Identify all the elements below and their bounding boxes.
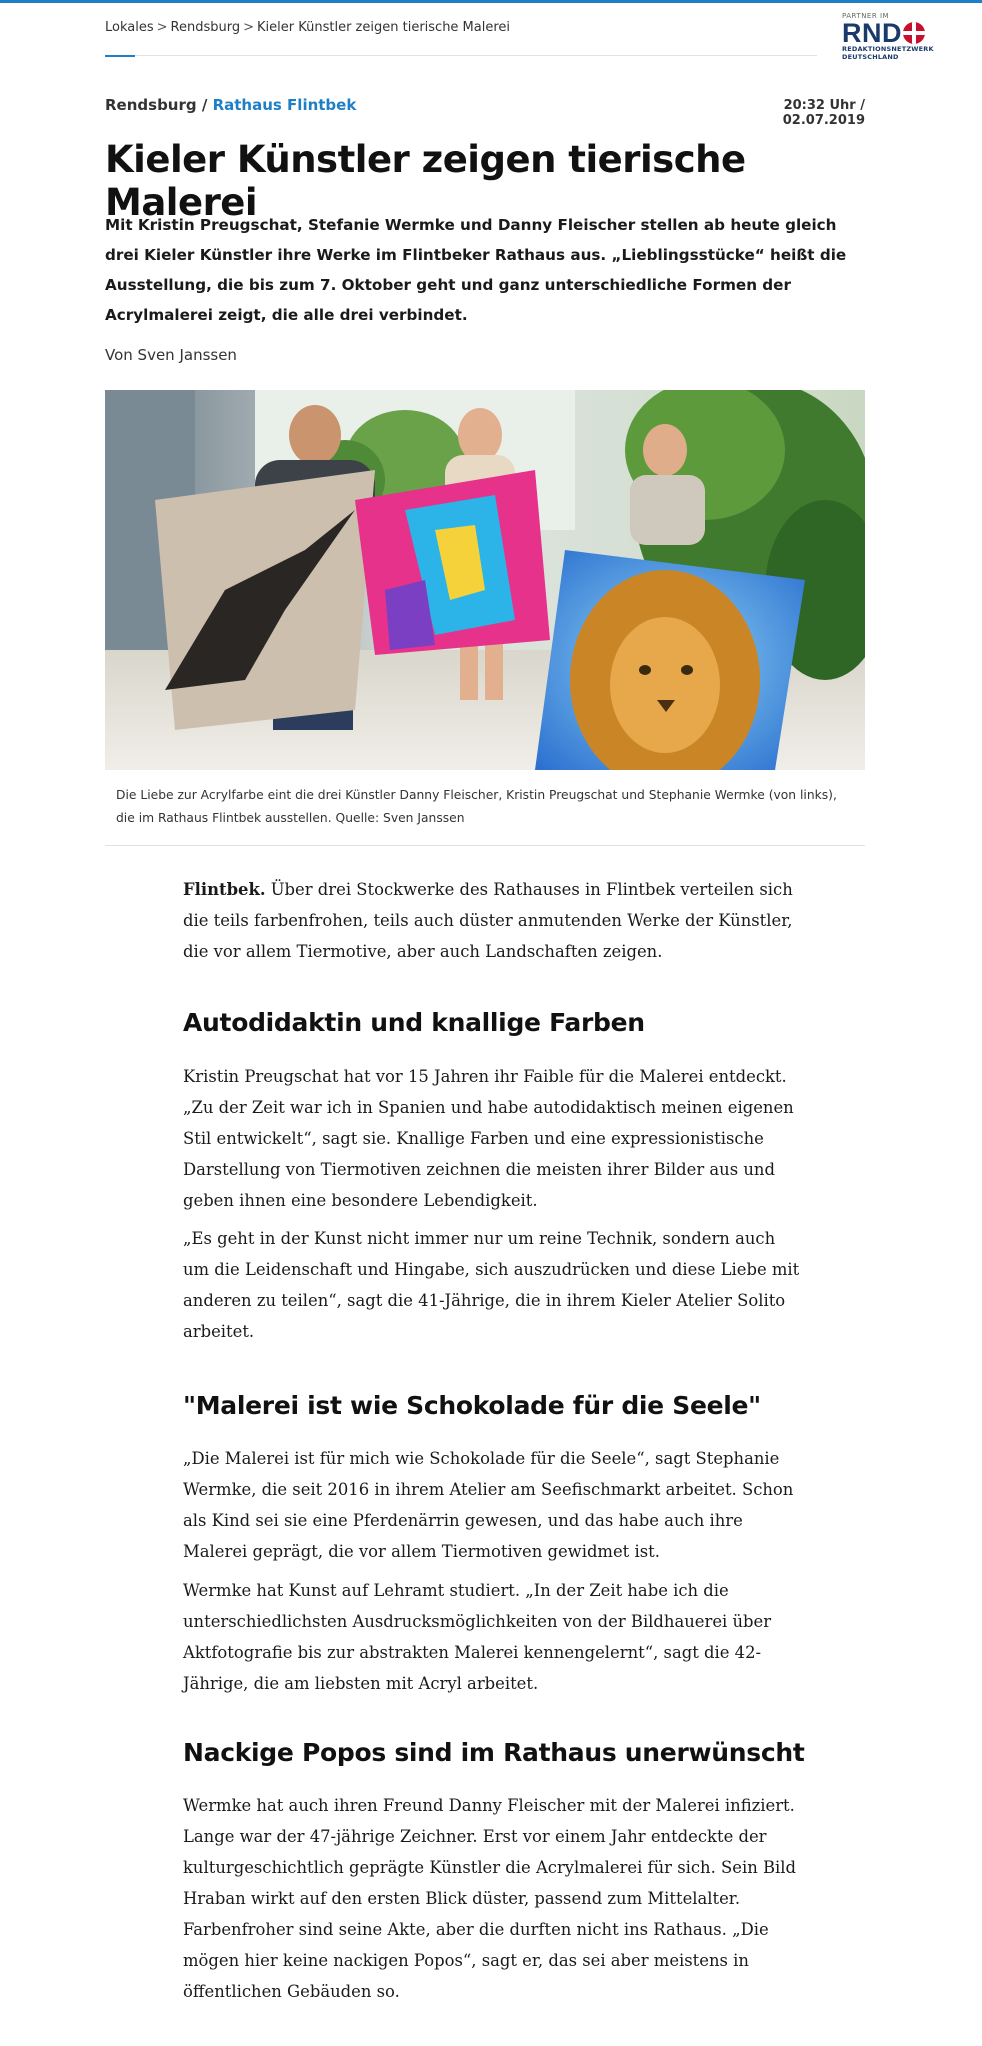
section1-paragraph-2: „Es geht in der Kunst nicht immer nur um reine Technik, sondern auch um die Leidenschaft und Hingabe, sich auszudrücken und diese Liebe mit anderen zu teilen“, sagt die 41-Jährige, die in ihrem Kieler Atelier Solito arbeitet. [183,1229,800,1341]
section-heading-3: Nackige Popos sind im Rathaus unerwünscht [183,1738,805,1767]
breadcrumb-divider [105,55,817,56]
region-link[interactable]: Rendsburg [105,96,197,114]
top-accent-line [0,0,982,3]
breadcrumb-accent [105,55,135,57]
breadcrumb-current: Kieler Künstler zeigen tierische Malerei [257,20,511,35]
section3-paragraph-1: Wermke hat auch ihren Freund Danny Fleischer mit der Malerei infiziert. Lange war der 47-jährige Zeichner. Erst vor einem Jahr entdeckte der kulturgeschichtlich geprägte Künstler die Acrylmalerei für sich. Sein Bild Hraban wirkt auf den ersten Blick düster, passend zum Mittelalter. Farbenfroher sind seine Akte, aber die durften nicht ins Rathaus. „Die mögen hier keine nackigen Popos“, sagt er, das sei aber meistens in öffentlichen Gebäuden so. [183,1796,796,2001]
globe-icon [903,22,925,44]
breadcrumb-lokales[interactable]: Lokales [105,20,154,35]
dateline: Flintbek. [183,880,266,899]
logo-subline-1: REDAKTIONSNETZWERK [842,45,934,53]
article-author: Von Sven Janssen [105,346,237,364]
breadcrumb-rendsburg[interactable]: Rendsburg [170,20,241,35]
section1-paragraph-1: Kristin Preugschat hat vor 15 Jahren ihr Faible für die Malerei entdeckt. „Zu der Zeit war ich in Spanien und habe autodidaktisch meinen eigenen Stil entwickelt“, sagt sie. Knallige Farben und eine expressionistische Darstellung von Tiermotiven zeichnen die meisten ihrer Bilder aus und geben ihnen eine besondere Lebendigkeit. [183,1067,794,1210]
caption-divider [105,845,865,846]
section2-paragraph-1: „Die Malerei ist für mich wie Schokolade für die Seele“, sagt Stephanie Wermke, die seit 2016 in ihrem Atelier am Seefischmarkt arbeitet. Schon als Kind sei sie eine Pferdenärrin gewesen, und das habe auch ihre Malerei geprägt, die vor allem Tiermotiven gewidmet ist. [183,1449,794,1561]
section2-paragraph-2: Wermke hat Kunst auf Lehramt studiert. „In der Zeit habe ich die unterschiedlichsten Ausdrucksmöglichkeiten von der Bildhauerei über Aktfotografie bis zur abstrakten Malerei kennengelernt“, sagt die 42-Jährige, die am liebsten mit Acryl arbeitet. [183,1581,772,1693]
topic-link[interactable]: Rathaus Flintbek [212,96,357,114]
breadcrumb [105,20,510,35]
intro-text: Über drei Stockwerke des Rathauses in Flintbek verteilen sich die teils farbenfrohen, teils auch düster anmutenden Werke der Künstler, die vor allem Tiermotive, aber auch Landschaften zeigen. [183,880,793,961]
article-meta [105,96,356,114]
logo-partner-label: PARTNER IM [842,12,890,20]
article-title: Kieler Künstler zeigen tierische Malerei [105,138,746,224]
section-heading-1: Autodidaktin und knallige Farben [183,1008,645,1037]
intro-paragraph [183,874,803,967]
photo-caption: Die Liebe zur Acrylfarbe eint die drei Künstler Danny Fleischer, Kristin Preugschat und Stephanie Wermke (von links), die im Rathaus Flintbek ausstellen. Quelle: Sven Janssen [116,788,837,825]
logo-wordmark: RND [842,18,902,48]
meta-separator: / [201,96,208,114]
logo-subline-2: DEUTSCHLAND [842,53,899,61]
rnd-logo[interactable] [842,12,942,70]
breadcrumb-separator: > [156,20,168,35]
section-heading-2: "Malerei ist wie Schokolade für die Seele" [183,1391,761,1420]
breadcrumb-separator: > [243,20,255,35]
article-lead: Mit Kristin Preugschat, Stefanie Wermke und Danny Fleischer stellen ab heute gleich drei Kieler Künstler ihre Werke im Flintbeker Rathaus aus. „Lieblingsstücke“ heißt die Ausstellung, die bis zum 7. Oktober geht und ganz unterschiedliche Formen der Acrylmalerei zeigt, die alle drei verbindet. [105,216,847,324]
article-timestamp: 20:32 Uhr / 02.07.2019 [782,98,865,128]
article-photo[interactable] [105,390,865,770]
